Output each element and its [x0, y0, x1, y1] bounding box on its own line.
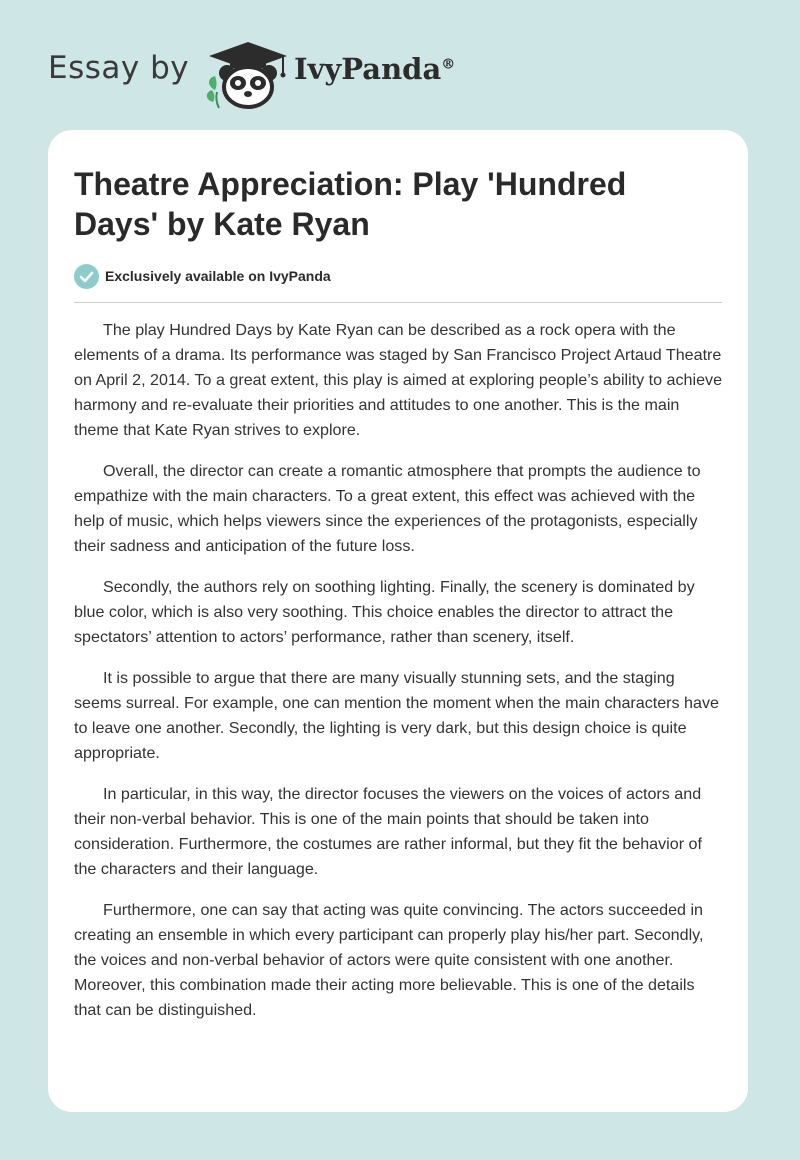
paragraph: It is possible to argue that there are many visually stunning sets, and the staging seems surreal. For example, one can mention the moment when the main characters have to leave one another. Secondly, the lighting is very dark, but this design choice is quite appropriate. [74, 669, 719, 762]
paragraph: In particular, in this way, the director focuses the viewers on the voices of actors and their non-verbal behavior. This is one of the main points that should be taken into consideration. Furthermore, the costumes are rather informal, but they fit the behavior of the characters and their language. [74, 785, 702, 878]
paragraph: Secondly, the authors rely on soothing lighting. Finally, the scenery is dominated by blue color, which is also very soothing. This choice enables the director to attract the spectators’ attention to actors’ performance, rather than scenery, itself. [74, 578, 695, 646]
panda-graduate-icon[interactable] [203, 40, 293, 110]
site-header [48, 40, 748, 110]
paragraph: Overall, the director can create a romantic atmosphere that prompts the audience to empathize with the main characters. To a great extent, this effect was achieved with the help of music, which helps viewers since the experiences of the protagonists, especially their sadness and anticipation of the future loss. [74, 462, 701, 555]
divider [74, 302, 722, 303]
paragraph: Furthermore, one can say that acting was quite convincing. The actors succeeded in creating an ensemble in which every participant can properly play his/her part. Secondly, the voices and non-verbal behavior of actors were quite consistent with one another. Moreover, this combination made their acting more believable. This is one of the details that can be distinguished. [74, 901, 704, 1019]
article-title: Theatre Appreciation: Play 'Hundred Days' by Kate Ryan [74, 166, 627, 242]
article-card [48, 130, 748, 1112]
check-circle-icon [74, 264, 99, 289]
registered-mark: ® [441, 56, 456, 73]
exclusive-text: Exclusively available on IvyPanda [105, 268, 331, 284]
brand-text: IvyPanda [294, 52, 442, 86]
article-body [74, 318, 724, 1039]
paragraph: The play Hundred Days by Kate Ryan can be described as a rock opera with the elements of a drama. Its performance was staged by San Francisco Project Artaud Theatre on April 2, 2014. To a great extent, this play is aimed at exploring people’s ability to achieve harmony and re-evaluate their priorities and attitudes to one another. This is the main theme that Kate Ryan strives to explore. [74, 321, 723, 439]
essay-by-label: Essay by [48, 50, 190, 86]
brand-name[interactable] [294, 52, 455, 86]
exclusive-badge [74, 263, 331, 289]
